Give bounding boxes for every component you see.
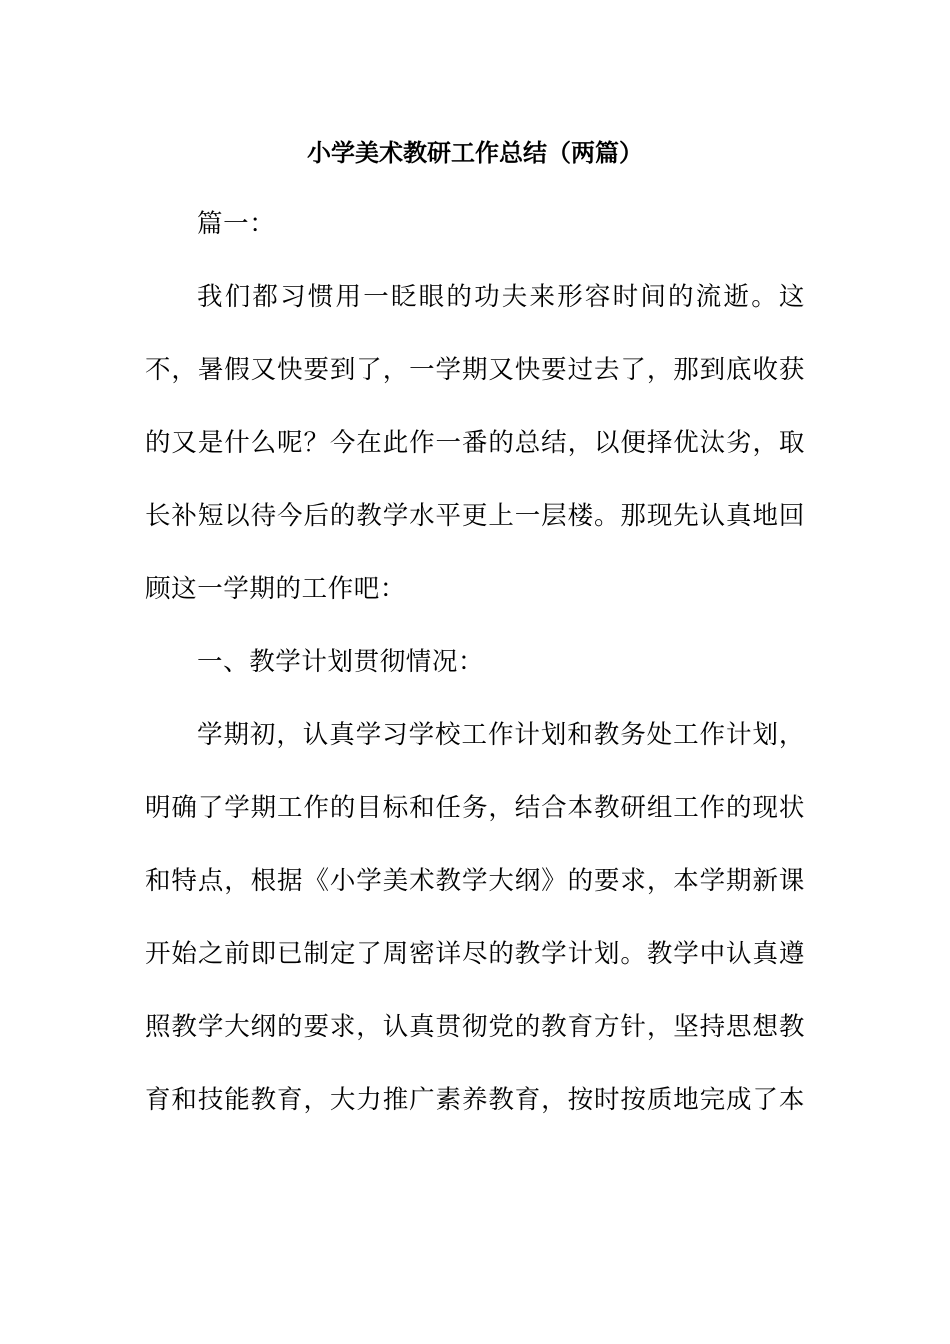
section-heading-text: 一、教学计划贯彻情况： [197, 647, 485, 677]
paragraph-line: 不，暑假又快要到了，一学期又快要过去了，那到底收获 [145, 355, 805, 385]
document-body [145, 188, 805, 1137]
paragraph-line: 顾这一学期的工作吧： [145, 574, 407, 604]
document-title: 小学美术教研工作总结（两篇） [307, 138, 643, 167]
paragraph-line: 的又是什么呢？今在此作一番的总结，以便择优汰劣，取 [145, 428, 805, 458]
section-heading-1 [145, 626, 805, 699]
section-label [145, 188, 805, 261]
paragraph-line: 长补短以待今后的教学水平更上一层楼。那现先认真地回 [145, 501, 805, 531]
paragraph-line: 我们都习惯用一眨眼的功夫来形容时间的流逝。这 [197, 282, 805, 312]
paragraph-1 [145, 261, 805, 626]
paragraph-line: 明确了学期工作的目标和任务，结合本教研组工作的现状 [145, 793, 805, 823]
paragraph-line: 照教学大纲的要求，认真贯彻党的教育方针，坚持思想教 [145, 1012, 805, 1042]
paragraph-line: 开始之前即已制定了周密详尽的教学计划。教学中认真遵 [145, 939, 805, 969]
paragraph-line: 学期初，认真学习学校工作计划和教务处工作计划， [197, 720, 805, 750]
paragraph-line: 育和技能教育，大力推广素养教育，按时按质地完成了本 [145, 1085, 805, 1115]
paragraph-2 [145, 699, 805, 1137]
paragraph-line: 和特点，根据《小学美术教学大纲》的要求，本学期新课 [145, 866, 805, 896]
section-label-text: 篇一： [197, 209, 276, 239]
